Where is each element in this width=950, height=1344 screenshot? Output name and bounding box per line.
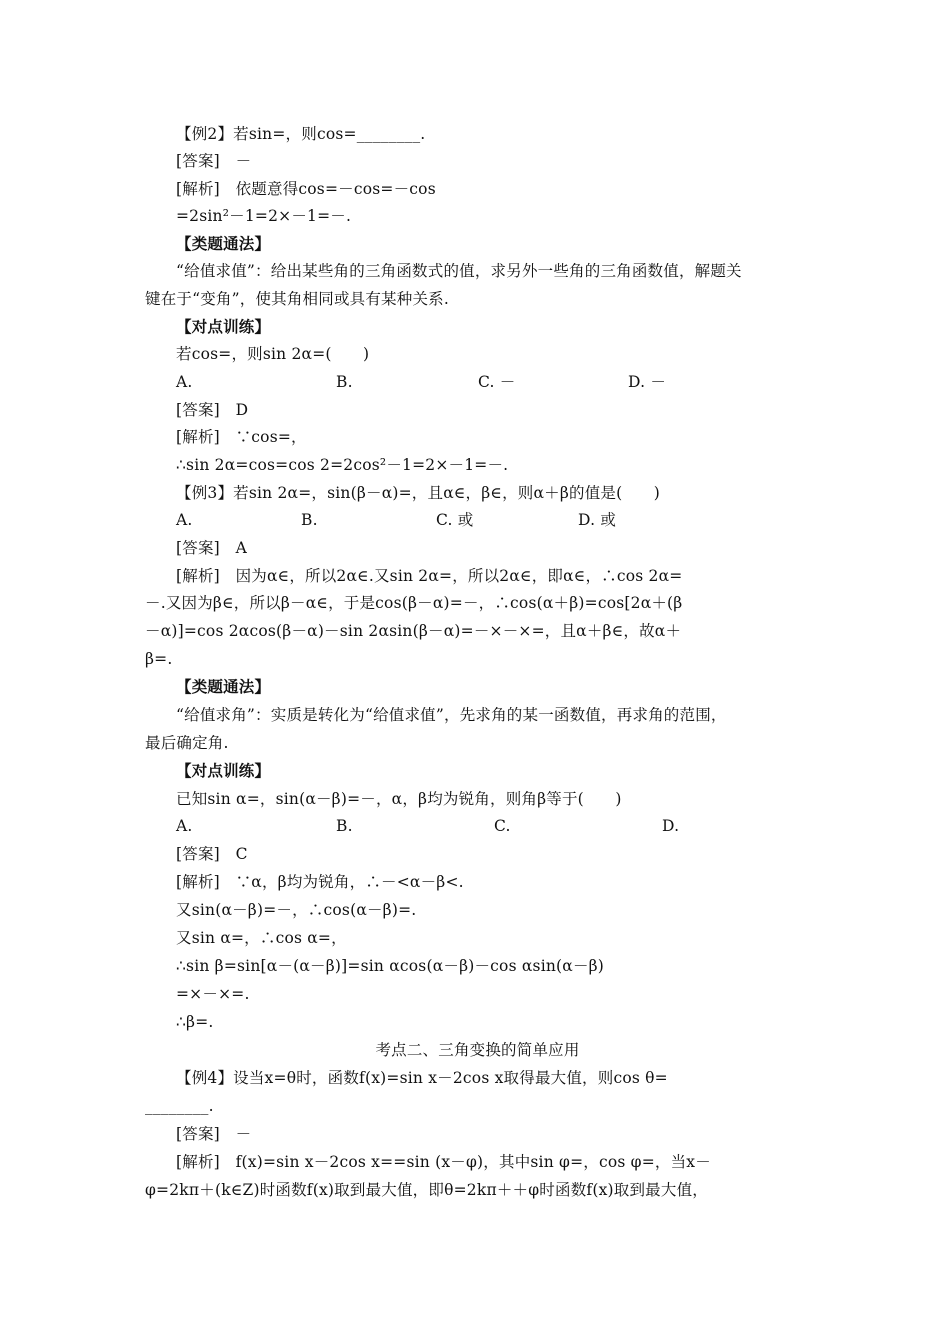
section-heading: 【对点训练】 <box>176 761 271 780</box>
section-heading: 【类题通法】 <box>176 677 271 696</box>
paragraph-text: 键在于“变角”，使其角相同或具有某种关系. <box>145 290 449 308</box>
option-a: A. <box>176 817 193 835</box>
answer-label: [答案] － <box>176 152 252 170</box>
option-a: A. <box>176 373 193 391</box>
option-d: D. － <box>628 373 667 391</box>
analysis-text: [解析] f(x)=sin x－2cos x==sin (x－φ)，其中sin φ=，cos φ=，当x－ <box>176 1153 711 1171</box>
example-4-question: 【例4】设当x=θ时，函数f(x)=sin x－2cos x取得最大值，则cos θ= <box>176 1069 668 1087</box>
section-title: 考点二、三角变换的简单应用 <box>375 1041 580 1059</box>
analysis-text: β=. <box>145 650 173 668</box>
analysis-text: φ=2kπ＋(k∈Z)时函数f(x)取到最大值，即θ=2kπ＋＋φ时函数f(x)取到最大值， <box>145 1181 708 1199</box>
answer-label: [答案] A <box>176 539 247 557</box>
section-heading: 【对点训练】 <box>176 317 271 336</box>
analysis-text: －.又因为β∈，所以β－α∈，于是cos(β－α)=－，∴cos(α＋β)=cos[2α＋(β <box>145 594 683 612</box>
analysis-text: [解析] ∵α，β均为锐角，∴－<α－β<. <box>176 873 464 891</box>
example-3-question: 【例3】若sin 2α=，sin(β－α)=，且α∈，β∈，则α＋β的值是( ) <box>176 484 661 502</box>
option-c: C. － <box>478 373 516 391</box>
option-c: C. 或 <box>436 511 474 529</box>
analysis-text: ∴sin β=sin[α－(α－β)]=sin αcos(α－β)－cos αsin(α－β) <box>176 957 605 975</box>
analysis-text: －α)]=cos 2αcos(β－α)－sin 2αsin(β－α)=－×－×=，且α＋β∈，故α＋ <box>145 622 682 640</box>
analysis-text: =×－×=. <box>176 985 250 1003</box>
option-b: B. <box>336 817 353 835</box>
analysis-text: [解析] ∵cos=， <box>176 428 307 446</box>
answer-label: [答案] － <box>176 1125 252 1143</box>
option-c: C. <box>494 817 511 835</box>
option-b: B. <box>336 373 353 391</box>
analysis-text: 又sin(α－β)=－，∴cos(α－β)=. <box>176 901 417 919</box>
paragraph-text: 最后确定角. <box>145 734 229 752</box>
option-d: D. <box>662 817 680 835</box>
analysis-text: =2sin²－1=2×－1=－. <box>176 207 352 225</box>
analysis-text: 又sin α=，∴cos α=， <box>176 929 347 947</box>
option-d: D. 或 <box>578 511 617 529</box>
analysis-text: [解析] 因为α∈，所以2α∈.又sin 2α=，所以2α∈，即α∈，∴cos 2α= <box>176 567 683 585</box>
option-a: A. <box>176 511 193 529</box>
exercise-question: 若cos=，则sin 2α=( ) <box>176 345 370 363</box>
exercise-question: 已知sin α=，sin(α－β)=－，α，β均为锐角，则角β等于( ) <box>176 790 622 808</box>
paragraph-text: “给值求角”：实质是转化为“给值求值”，先求角的某一函数值，再求角的范围， <box>176 706 727 724</box>
answer-label: [答案] C <box>176 845 248 863</box>
paragraph-text: “给值求值”：给出某些角的三角函数式的值，求另外一些角的三角函数值，解题关 <box>176 262 742 280</box>
answer-label: [答案] D <box>176 401 249 419</box>
analysis-text: ∴sin 2α=cos=cos 2=2cos²－1=2×－1=－. <box>176 456 509 474</box>
option-b: B. <box>301 511 318 529</box>
answer-blank: ________. <box>145 1097 214 1115</box>
section-heading: 【类题通法】 <box>176 234 271 253</box>
analysis-text: ∴β=. <box>176 1013 214 1031</box>
example-2-question: 【例2】若sin=，则cos=________. <box>176 125 426 143</box>
analysis-text: [解析] 依题意得cos=－cos=－cos <box>176 180 436 198</box>
